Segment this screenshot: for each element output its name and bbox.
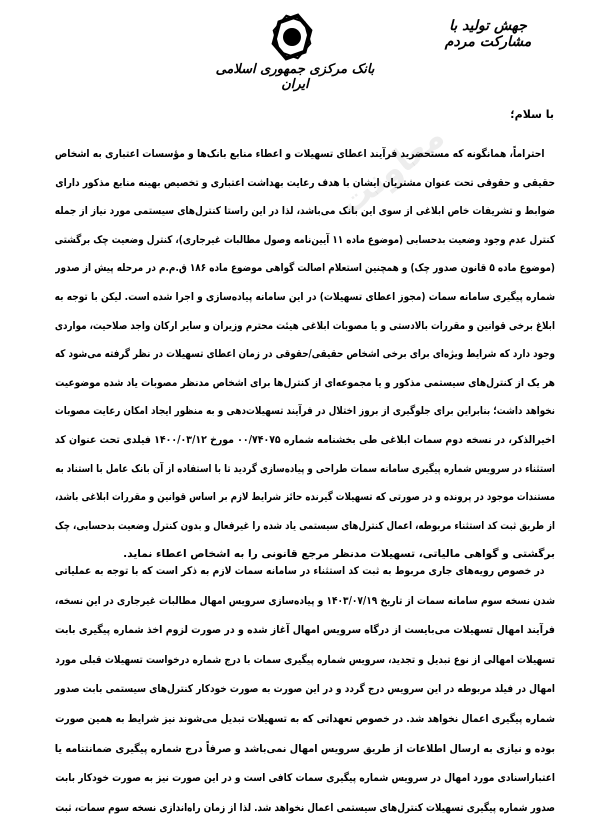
text-line: شماره پیگیری اعمال نخواهد شد. در خصوص تعهداتی که به تسهیلات تبدیل می‌شوند نیز شرایط به همین صورت [55,712,555,725]
text-line: صدور شماره پیگیری تسهیلات کنترل‌های سیستمی اعمال نخواهد شد. لذا از زمان راه‌اندازی نسخه سوم سمات، ثبت [55,801,555,814]
text-line: امهال در فیلد مربوطه در این سرویس درج گردد و در این صورت به صورت خودکار کنترل‌های سیستمی بابت صدور [54,683,555,696]
text-line: کنترل عدم وجود وضعیت بدحسابی (موضوع ماده ۱۱ آیین‌نامه وصول مطالبات غیرجاری)، کنترل وضعیت چک برگشتی [54,233,555,246]
text-line: اعتباراسنادی مورد امهال در سرویس شماره پیگیری سمات کافی است و در این صورت نیز به صورت خودکار بابت [55,772,556,785]
slogan: جهش تولید با مشارکت مردم [444,18,532,50]
watermark: معاونت [330,116,453,224]
text-line: شدن نسخه سوم سامانه سمات از تاریخ ۱۴۰۳/۰۷/۱۹ و پیاده‌سازی سرویس امهال مطالبات غیرجاری در این نسخه، [54,594,555,607]
bank-name: بانک مرکزی جمهوری اسلامی ایران [215,62,375,92]
text-line: تسهیلات امهالی از نوع تبدیل و تجدید، سرویس شماره پیگیری سمات با درج شماره درخواست تسهیلات قبلی مورد [55,653,555,666]
text-line: وجود دارد که شرایط ویژه‌ای برای برخی اشخاص حقیقی/حقوقی در زمان اعطای تسهیلات در نظر گرفته می‌شود که [54,348,555,361]
paragraph-1 [55,140,555,569]
greeting: با سلام؛ [510,108,554,121]
text-line: اخیرالذکر، در نسخه دوم سمات ابلاغی طی بخشنامه شماره ۰۰/۷۴۰۷۵ مورخ ۱۴۰۰/۰۳/۱۲ فیلدی تحت عنوان کد [54,433,555,446]
text-line: مستندات موجود در پرونده و در صورتی که تسهیلات گیرنده حائز شرایط لازم بر اساس قوانین و مقررات ابلاغی باشد، [55,491,555,504]
text-line: در خصوص رویه‌های جاری مربوط به ثبت کد استثناء در سامانه سمات لازم به ذکر است که با توجه به عملیاتی [54,565,545,577]
text-line: فرآیند امهال تسهیلات می‌بایست از درگاه سرویس امهال آغاز شده و در صورت لزوم اخذ شماره پیگیری بابت [54,624,555,637]
text-line: از طریق ثبت کد استثناء مربوطه، اعمال کنترل‌های سیستمی یاد شده را غیرفعال و بدون کنترل وضعیت بدحسابی، چک [54,519,556,532]
text-line: استثناء در سرویس شماره پیگیری سامانه سمات طراحی و پیاده‌سازی گردید تا با استفاده از آن بانک عامل با استناد به [55,462,556,475]
paragraph-2 [55,557,555,823]
text-line: احتراماً، همانگونه که مستحضرید فرآیند اعطای تسهیلات و اعطاء منابع بانک‌ها و مؤسسات اعتباری به اشخاص [54,148,545,160]
text-line: برگشتی و گواهی مالیاتی، تسهیلات مدنظر مرجع قانونی را به اشخاص اعطاء نماید. [123,548,555,561]
text-line: حقیقی و حقوقی تحت عنوان مشتریان ایشان با هدف رعایت بهداشت اعتباری و تخصیص بهینه منابع مذکور دارای [55,176,555,189]
text-line: ابلاغ برخی قوانین و مقررات بالادستی و یا مصوبات ابلاغی هیئت محترم وزیران و سایر ارکان واجد صلاحیت، مواردی [54,319,555,332]
text-line: شماره پیگیری سامانه سمات (مجوز اعطای تسهیلات) در این سامانه پیاده‌سازی و اجرا شده است. لیکن با توجه به [54,290,556,303]
text-line: هر یک از کنترل‌های سیستمی مذکور و یا مجموعه‌ای از کنترل‌ها برای اشخاص مدنظر مصوبات یاد شده موضوعیت [55,376,555,389]
text-line: نخواهد داشت؛ بنابراین برای جلوگیری از بروز اختلال در فرآیند تسهیلات‌دهی و به منظور ایجاد امکان رعایت مصوبات [54,405,555,418]
text-line: بوده و نیازی به ارسال اطلاعات از طریق سرویس امهال نمی‌باشد و صرفاً درج شماره پیگیری ضمانتنامه یا [54,742,555,755]
text-line: (موضوع ماده ۵ قانون صدور چک) و همچنین استعلام اصالت گواهی موضوع ماده ۱۸۶ ق.م.م در مرحله پیش از صدور [55,262,555,275]
text-line: ضوابط و تشریفات خاص ابلاغی از سوی این بانک می‌باشد، لذا در این راستا کنترل‌های سیستمی مورد نیاز از جمله [54,205,556,218]
central-bank-logo [268,12,316,62]
